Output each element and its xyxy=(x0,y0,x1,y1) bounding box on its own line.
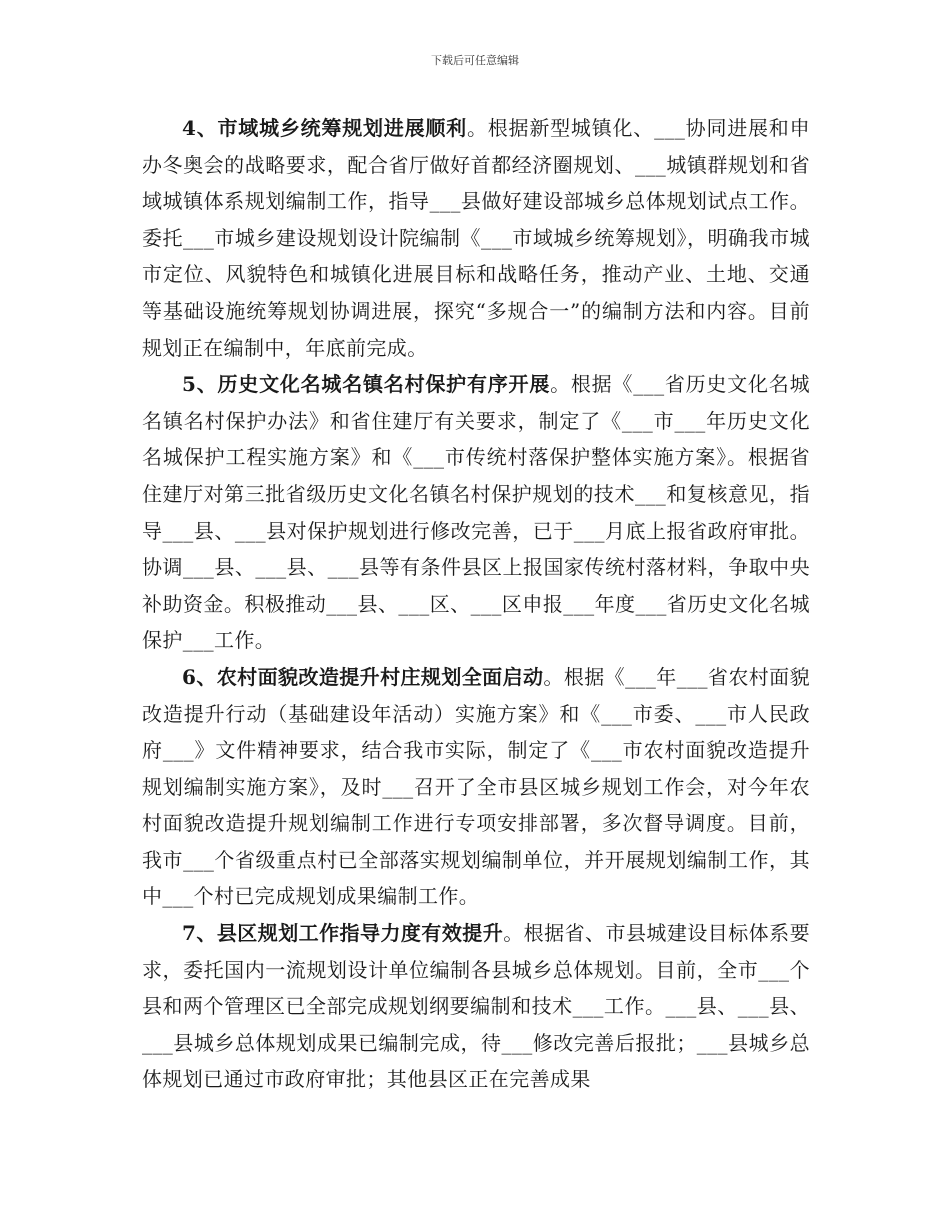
paragraph-4-body: 。根据新型城镇化、___协同进展和申办冬奥会的战略要求，配合省厅做好首都经济圈规划、___城镇群规划和省域城镇体系规划编制工作，指导___县做好建设部城乡总体规划试点工作。委托___市城乡建设规划设计院编制《___市域城乡统筹规划》，明确我市城市定位、风貌特色和城镇化进展目标和战略任务，推动产业、土地、交通等基础设施统筹规划协调进展，探究“多规合一”的编制方法和内容。目前规划正在编制中，年底前完成。 xyxy=(142,116,810,360)
paragraph-6 xyxy=(142,659,810,915)
document-body xyxy=(142,110,810,1098)
paragraph-7-heading: 7、县区规划工作指导力度有效提升 xyxy=(182,921,504,946)
paragraph-7-body: 。根据省、市县城建设目标体系要求，委托国内一流规划设计单位编制各县城乡总体规划。目前，全市___个县和两个管理区已全部完成规划纲要编制和技术___工作。___县、___县、___县城乡总体规划成果已编制完成，待___修改完善后报批；___县城乡总体规划已通过市政府审批；其他县区正在完善成果 xyxy=(142,921,810,1092)
page-header: 下载后可任意编辑 xyxy=(431,54,519,67)
paragraph-5-heading: 5、历史文化名城名镇名村保护有序开展 xyxy=(182,372,551,397)
paragraph-5 xyxy=(142,366,810,659)
paragraph-6-body: 。根据《___年___省农村面貌改造提升行动（基础建设年活动）实施方案》和《___市委、___市人民政府___》文件精神要求，结合我市实际，制定了《___市农村面貌改造提升规划编制实施方案》，及时___召开了全市县区城乡规划工作会，对今年农村面貌改造提升规划编制工作进行专项安排部署，多次督导调度。目前，我市___个省级重点村已全部落实规划编制单位，并开展规划编制工作，其中___个村已完成规划成果编制工作。 xyxy=(142,664,810,909)
paragraph-4 xyxy=(142,110,810,366)
paragraph-7 xyxy=(142,915,810,1098)
paragraph-5-body: 。根据《___省历史文化名城名镇名村保护办法》和省住建厅有关要求，制定了《___市___年历史文化名城保护工程实施方案》和《___市传统村落保护整体实施方案》。根据省住建厅对第三批省级历史文化名镇名村保护规划的技术___和复核意见，指导___县、___县对保护规划进行修改完善，已于___月底上报省政府审批。协调___县、___县、___县等有条件县区上报国家传统村落材料，争取中央补助资金。积极推动___县、___区、___区申报___年度___省历史文化名城保护___工作。 xyxy=(142,372,810,653)
paragraph-4-heading: 4、市域城乡统筹规划进展顺利 xyxy=(182,116,467,140)
paragraph-6-heading: 6、农村面貌改造提升村庄规划全面启动 xyxy=(182,664,544,689)
